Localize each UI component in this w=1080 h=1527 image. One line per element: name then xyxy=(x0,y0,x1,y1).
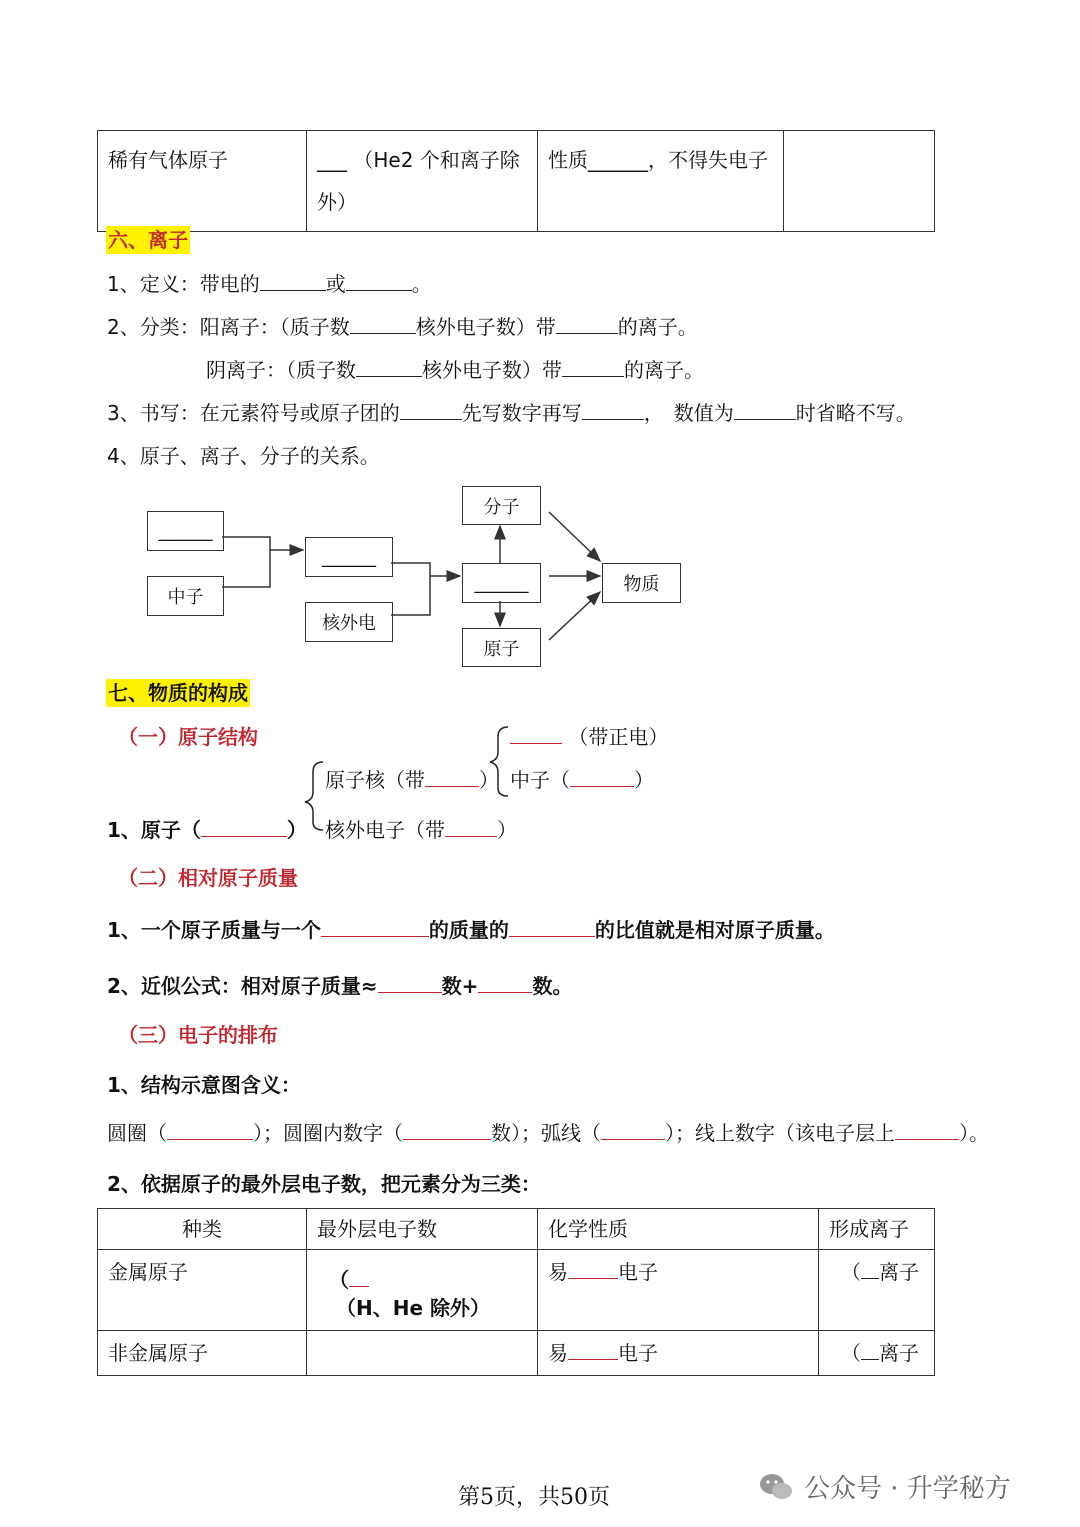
table-header: 化学性质 xyxy=(538,1209,819,1250)
table-cell xyxy=(307,1331,538,1376)
proton-line: （带正电） xyxy=(510,721,668,750)
subsection-title: （二）相对原子质量 xyxy=(118,866,298,890)
table-cell: （ 离子 xyxy=(819,1331,935,1376)
electron-line: 核外电子（带 ） xyxy=(325,818,517,842)
table-cell: 易 电子 xyxy=(538,1250,819,1331)
diagram-connectors xyxy=(0,0,1080,700)
diagram-box-neutron: 中子 xyxy=(147,576,224,616)
wechat-icon xyxy=(758,1472,794,1502)
diagram-box-molecule: 分子 xyxy=(462,486,541,525)
table-cell: 非金属原子 xyxy=(98,1331,307,1376)
classification-intro: 2、依据原子的最外层电子数，把元素分为三类： xyxy=(107,1172,541,1196)
table-header: 形成离子 xyxy=(819,1209,935,1250)
classification-line: 2、分类：阳离子：（质子数 核外电子数）带 的离子。 xyxy=(107,315,698,339)
table-cell: （ 离子 xyxy=(819,1250,935,1331)
definition-line: 1、定义：带电的 或 。 xyxy=(107,272,432,296)
table-header: 种类 xyxy=(98,1209,307,1250)
element-class-table xyxy=(97,1208,935,1376)
table-cell: 稀有气体原子 xyxy=(98,131,307,232)
diagram-box-blank: ______ xyxy=(305,537,393,577)
diagram-meaning-detail: 圆圈（ ）；圆圈内数字（ 数）；弧线（ ）；线上数字（该电子层上 ）。 xyxy=(107,1121,989,1145)
relation-line: 4、原子、离子、分子的关系。 xyxy=(107,444,380,468)
diagram-box-blank: ______ xyxy=(147,511,224,551)
table-row xyxy=(98,1331,935,1376)
relative-mass-line: 1、一个原子质量与一个 的质量的 的比值就是相对原子质量。 xyxy=(107,918,835,942)
diagram-box-ion: ______ xyxy=(462,563,541,603)
table-cell: ___ （He2 个和离子除外） xyxy=(307,131,538,232)
subsection-title: （三）电子的排布 xyxy=(118,1023,278,1047)
nucleus-line: 原子核（带 ） xyxy=(325,768,499,792)
table-cell: （ （H、He 除外） xyxy=(307,1250,538,1331)
watermark: 公众号 · 升学秘方 xyxy=(758,1468,1011,1505)
diagram-box-substance: 物质 xyxy=(602,563,681,603)
table-cell: 易 电子 xyxy=(538,1331,819,1376)
atom-line: 1、原子（ ） xyxy=(107,818,307,842)
formula-line: 2、近似公式：相对原子质量≈ 数+ 数。 xyxy=(107,974,573,998)
diagram-box-atom: 原子 xyxy=(462,628,541,667)
table-cell: 金属原子 xyxy=(98,1250,307,1331)
writing-line: 3、书写：在元素符号或原子团的 先写数字再写 ， 数值为 时省略不写。 xyxy=(107,401,916,425)
table-header: 最外层电子数 xyxy=(307,1209,538,1250)
diagram-meaning-line: 1、结构示意图含义： xyxy=(107,1073,301,1097)
page-number: 第5页，共50页 xyxy=(458,1485,610,1510)
diagram-box-electron: 核外电 xyxy=(305,602,393,642)
table-row xyxy=(98,1250,935,1331)
classification-line-2: 阴离子：（质子数 核外电子数）带 的离子。 xyxy=(206,358,704,382)
table-header-row xyxy=(98,1209,935,1250)
subsection-title: （一）原子结构 xyxy=(118,725,258,749)
section-title: 六、离子 xyxy=(108,228,188,252)
table-cell: 性质______，不得失电子 xyxy=(538,131,784,232)
section-title: 七、物质的构成 xyxy=(108,681,248,705)
neutron-line: 中子（ ） xyxy=(510,768,654,792)
